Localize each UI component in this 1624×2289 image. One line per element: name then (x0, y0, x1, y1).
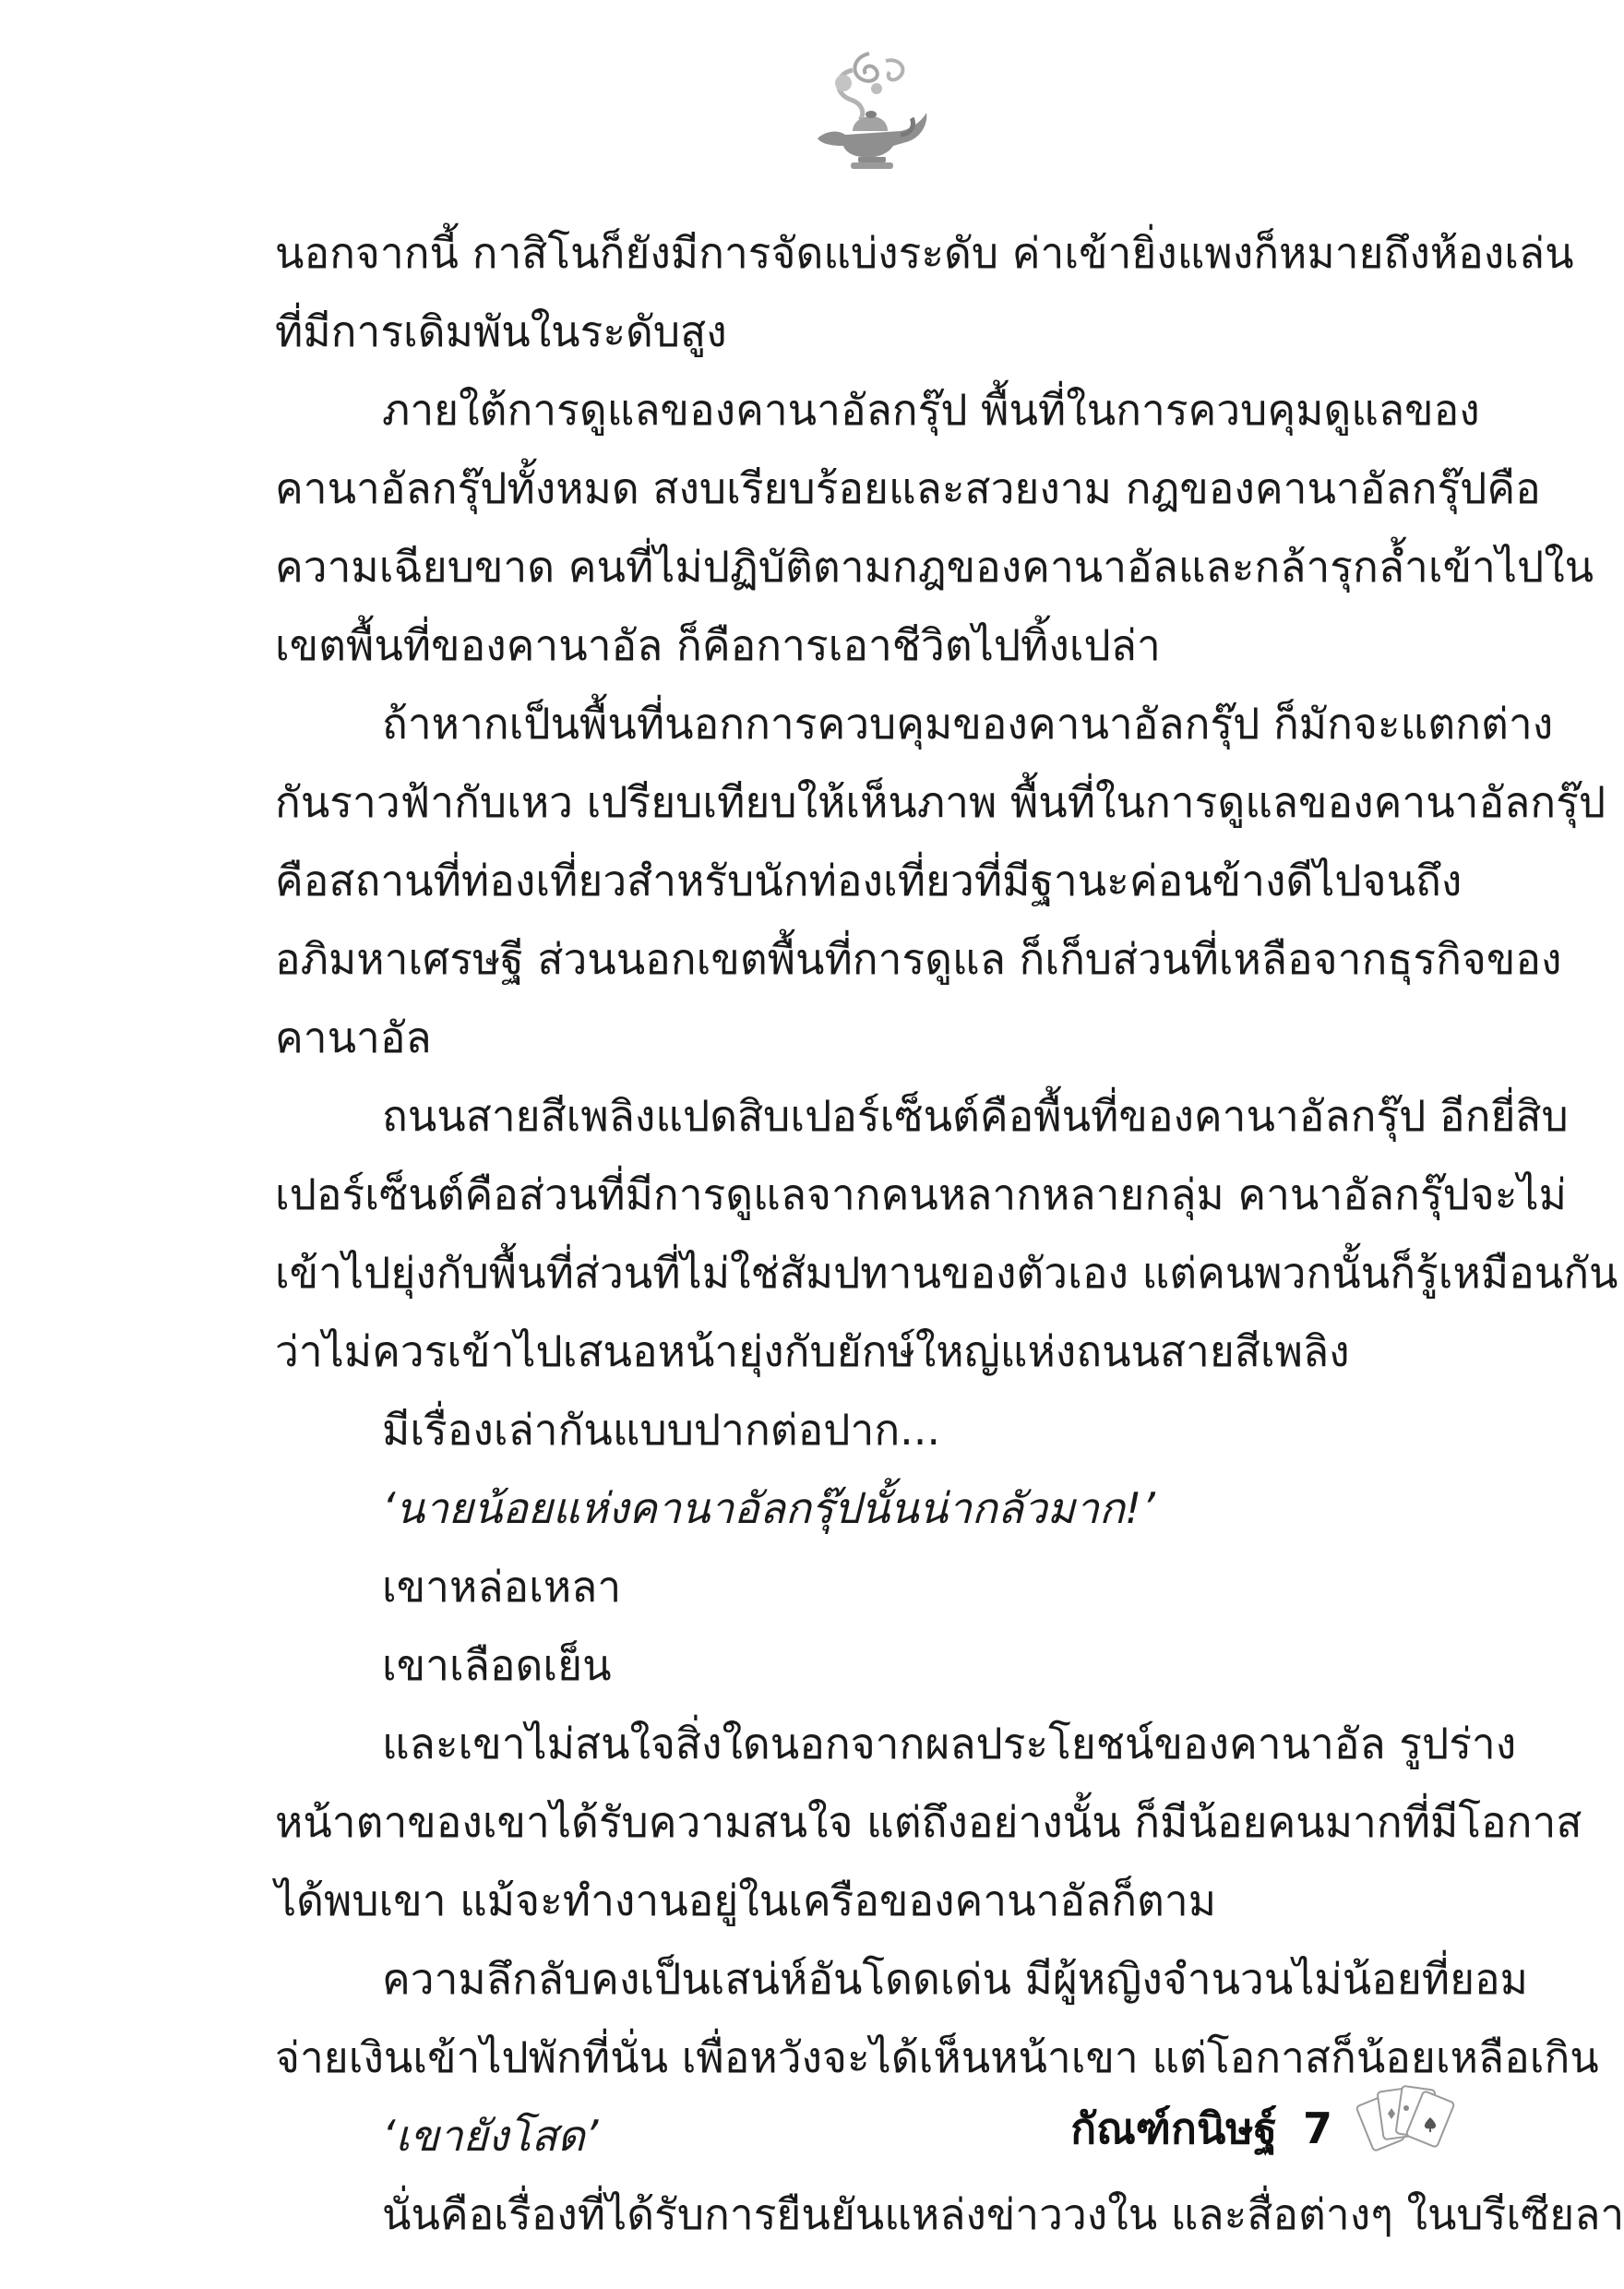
text-line: หน้าตาของเขาได้รับความสนใจ แต่ถึงอย่างนั้น ก็มีน้อยคนมากที่มีโอกาส (275, 1797, 1582, 1847)
text-line: เข้าไปยุ่งกับพื้นที่ส่วนที่ไม่ใช่สัมปทานของตัวเอง แต่คนพวกนั้นก็รู้เหมือนกัน (275, 1248, 1618, 1298)
text-line: เปอร์เซ็นต์คือส่วนที่มีการดูแลจากคนหลากหลายกลุ่ม คานาอัลกรุ๊ปจะไม่ (275, 1169, 1567, 1219)
playing-cards-icon (1356, 2075, 1458, 2176)
page-number: 7 (1303, 2103, 1333, 2153)
text-line: มีเรื่องเล่ากันแบบปากต่อปาก... (382, 1405, 941, 1455)
text-line: กันราวฟ้ากับเหว เปรียบเทียบให้เห็นภาพ พื้นที่ในการดูแลของคานาอัลกรุ๊ป (275, 777, 1606, 827)
text-line: ภายใต้การดูแลของคานาอัลกรุ๊ป พื้นที่ในการควบคุมดูแลของ (382, 385, 1480, 435)
text-line: นั่นคือเรื่องที่ได้รับการยืนยันแหล่งข่าววงใน และสื่อต่างๆ ในบรีเซียลา (382, 2189, 1624, 2239)
book-title: กัณฑ์กนิษฐ์ (1070, 2103, 1277, 2153)
body-text (275, 214, 1624, 2254)
text-line: คานาอัลกรุ๊ปทั้งหมด สงบเรียบร้อยและสวยงาม กฎของคานาอัลกรุ๊ปคือ (275, 463, 1541, 513)
text-line: ‘นายน้อยแห่งคานาอัลกรุ๊ปนั้นน่ากลัวมาก!’ (382, 1483, 1155, 1533)
text-line: ‘เขายังโสด’ (382, 2111, 599, 2161)
text-line: นอกจากนี้ กาสิโนก็ยังมีการจัดแบ่งระดับ ค่าเข้ายิ่งแพงก็หมายถึงห้องเล่น (275, 228, 1574, 278)
text-line: อภิมหาเศรษฐี ส่วนนอกเขตพื้นที่การดูแล ก็เก็บส่วนที่เหลือจากธุรกิจของ (275, 934, 1562, 984)
magic-lamp-icon (797, 42, 936, 181)
text-line: ความเฉียบขาด คนที่ไม่ปฏิบัติตามกฎของคานาอัลและกล้ารุกล้ำเข้าไปใน (275, 542, 1594, 592)
text-line: ว่าไม่ควรเข้าไปเสนอหน้ายุ่งกับยักษ์ใหญ่แห่งถนนสายสีเพลิง (275, 1326, 1350, 1376)
text-line: เขาเลือดเย็น (382, 1640, 612, 1690)
text-line: และเขาไม่สนใจสิ่งใดนอกจากผลประโยชน์ของคานาอัล รูปร่าง (382, 1719, 1517, 1768)
text-line: ที่มีการเดิมพันในระดับสูง (275, 306, 727, 356)
text-line: จ่ายเงินเข้าไปพักที่นั่น เพื่อหวังจะได้เห็นหน้าเขา แต่โอกาสก็น้อยเหลือเกิน (275, 2032, 1599, 2082)
page-footer (0, 2075, 1613, 2186)
text-line: ได้พบเขา แม้จะทำงานอยู่ในเครือของคานาอัลก็ตาม (275, 1876, 1217, 1925)
text-line: เขตพื้นที่ของคานาอัล ก็คือการเอาชีวิตไปทิ้งเปล่า (275, 620, 1161, 670)
text-line: คานาอัล (275, 1013, 432, 1062)
text-line: ถ้าหากเป็นพื้นที่นอกการควบคุมของคานาอัลกรุ๊ป ก็มักจะแตกต่าง (382, 699, 1554, 749)
text-line: คือสถานที่ท่องเที่ยวสำหรับนักท่องเที่ยวที่มีฐานะค่อนข้างดีไปจนถึง (275, 856, 1463, 905)
text-line: ถนนสายสีเพลิงแปดสิบเปอร์เซ็นต์คือพื้นที่ของคานาอัลกรุ๊ป อีกยี่สิบ (382, 1091, 1569, 1141)
text-line: ความลึกลับคงเป็นเสน่ห์อันโดดเด่น มีผู้หญิงจำนวนไม่น้อยที่ยอม (382, 1954, 1528, 2004)
text-line: เขาหล่อเหลา (382, 1562, 622, 1612)
